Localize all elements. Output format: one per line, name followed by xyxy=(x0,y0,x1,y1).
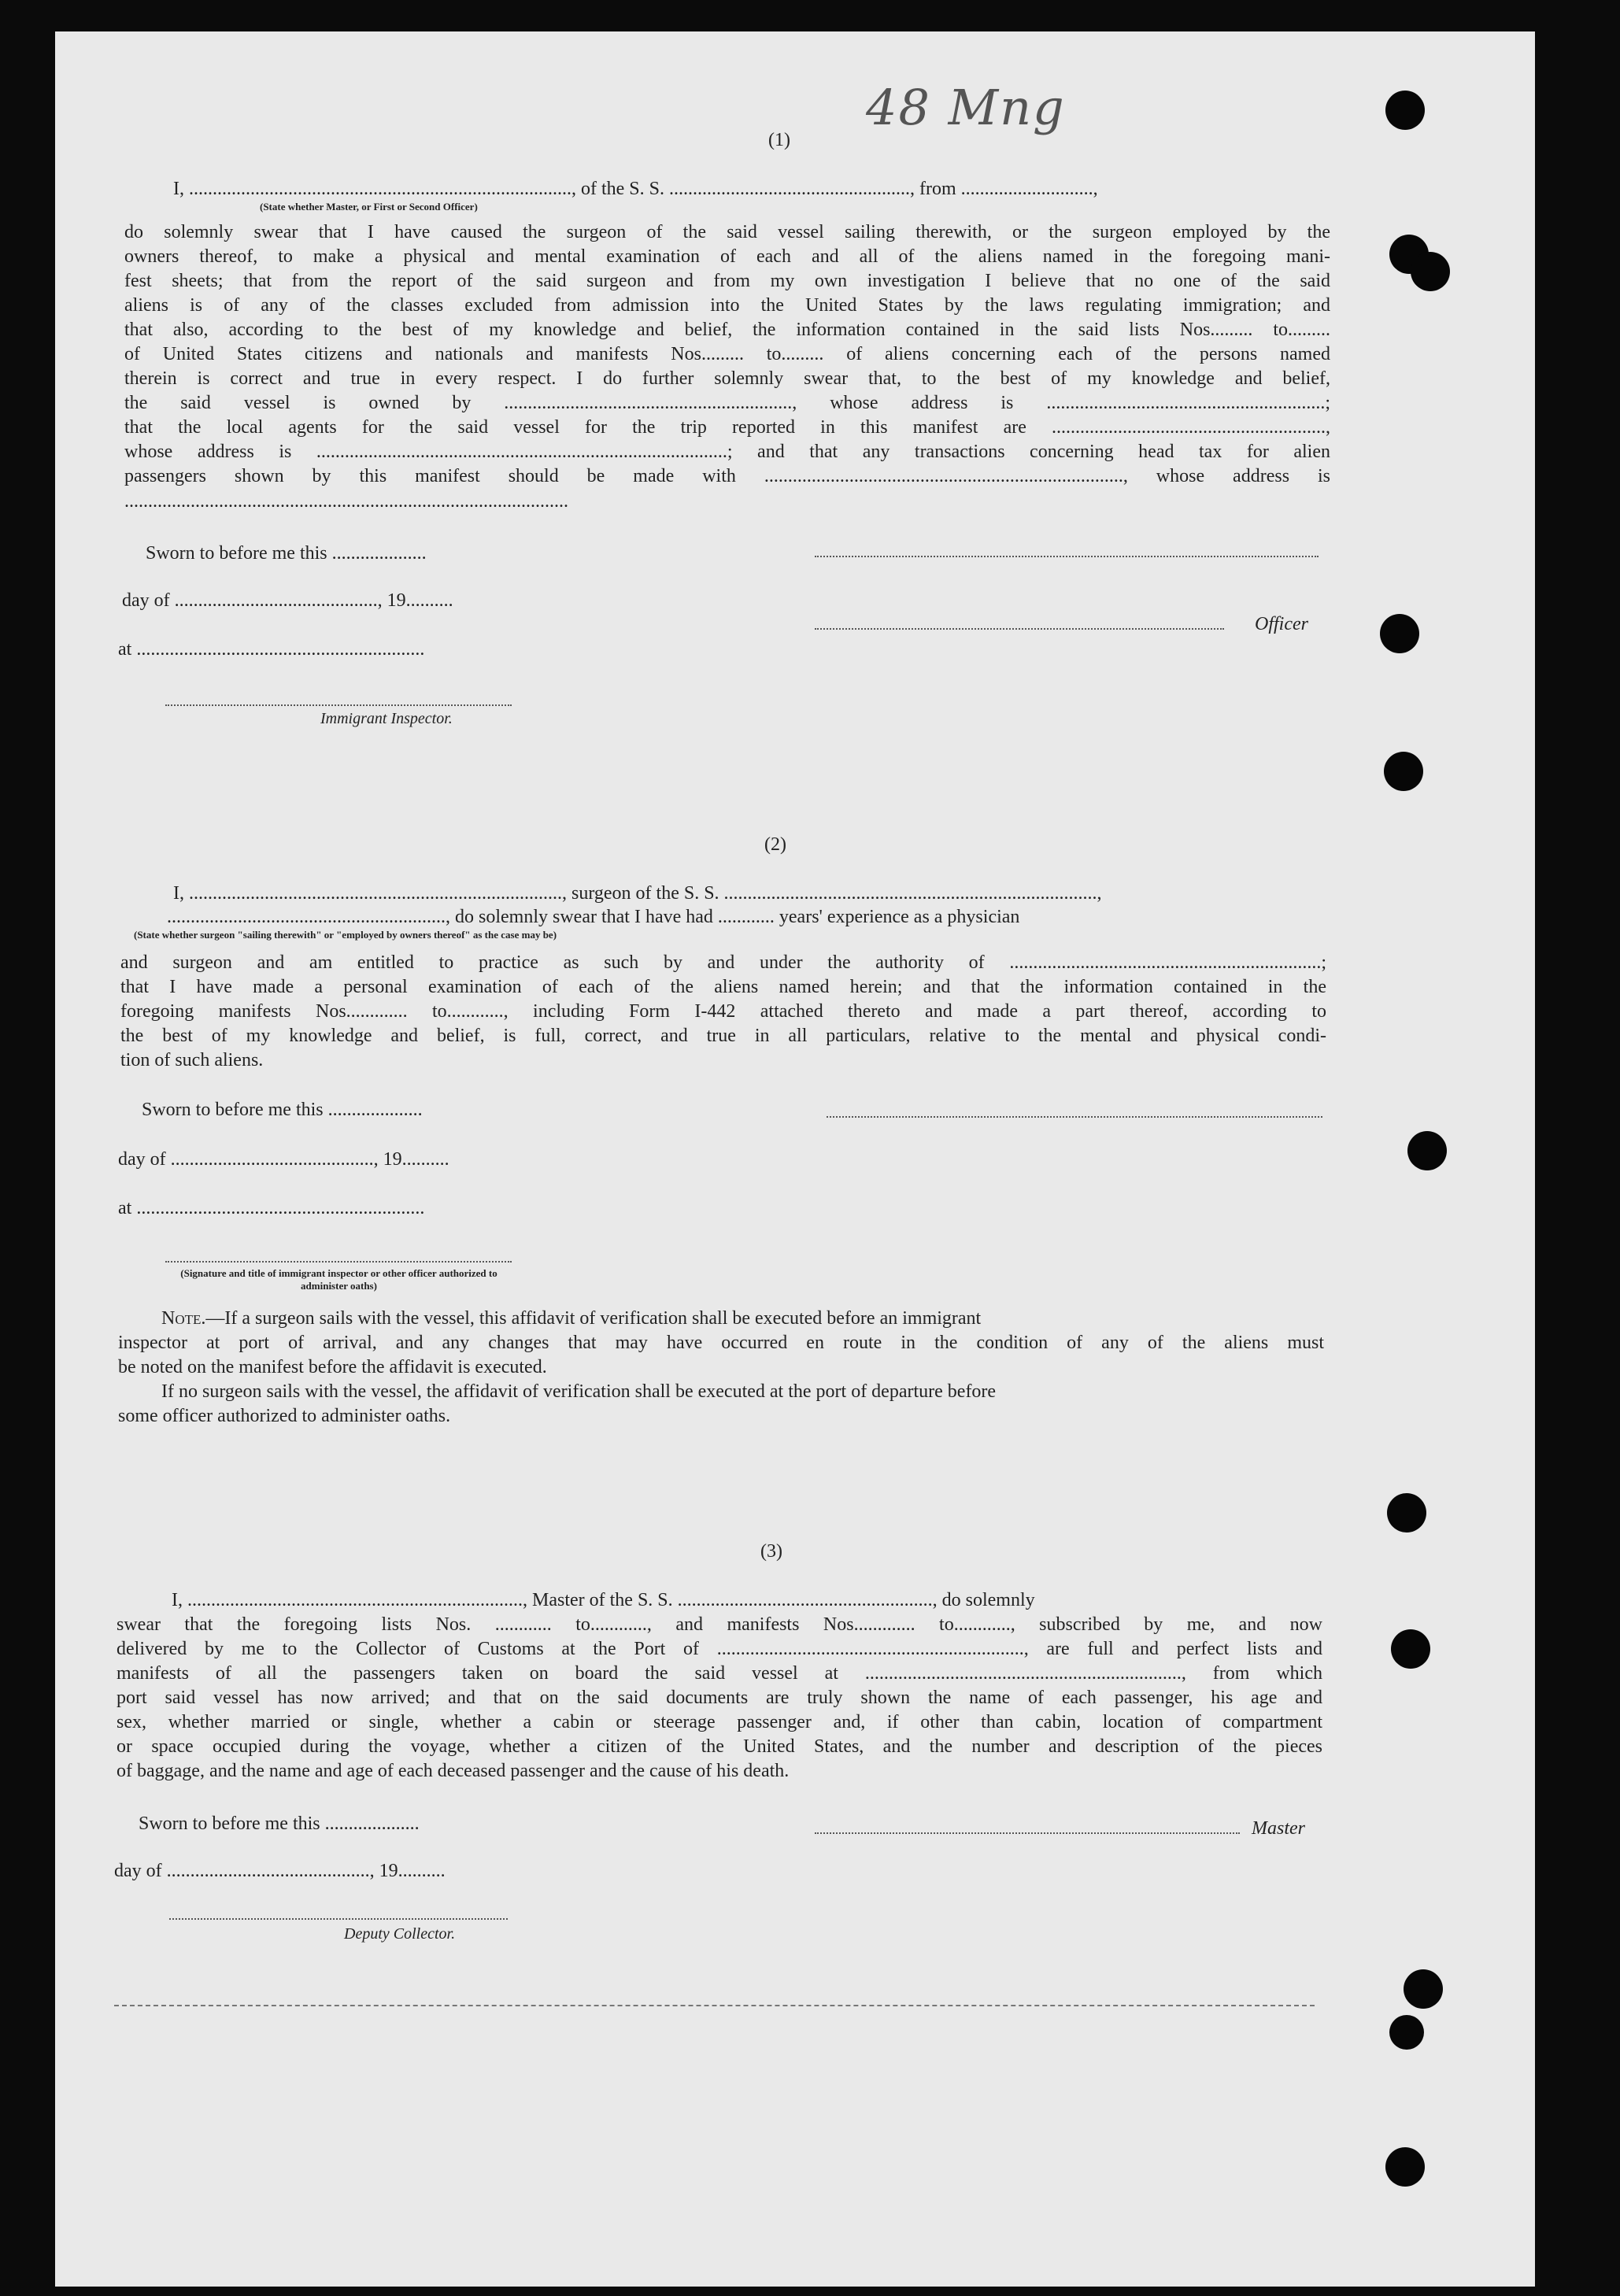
signature-rule xyxy=(165,704,512,706)
paragraph-line: do solemnly swear that I have caused the surgeon of the said vessel sailing therewith, or the surgeon employed by the xyxy=(124,222,1330,242)
punch-hole xyxy=(1411,252,1450,291)
oath-line: I, ................................................................................., of the S. S. ..................................................., from ............................, xyxy=(173,179,1098,199)
inspector-label: Immigrant Inspector. xyxy=(320,710,453,727)
signature-rule xyxy=(815,1832,1240,1834)
signature-note: (Signature and title of immigrant inspector or other officer authorized to administer oaths) xyxy=(180,1267,497,1292)
paragraph-line: fest sheets; that from the report of the said surgeon and from my own investigation I believe that no one of the said xyxy=(124,271,1330,291)
oath-line: I, ..............................................................................., surgeon of the S. S. ..............................................................................., xyxy=(173,883,1102,904)
punch-hole xyxy=(1380,614,1419,653)
signature-rule xyxy=(815,556,1319,557)
paragraph-line: therein is correct and true in every respect. I do further solemnly swear that, to the best of my knowledge and belief, xyxy=(124,368,1330,389)
sworn-line: Sworn to before me this .................... xyxy=(142,1100,423,1120)
signature-rule xyxy=(165,1261,512,1263)
punch-hole xyxy=(1389,2015,1424,2050)
paragraph-line: that the local agents for the said vessel for the trip reported in this manifest are .........................................................., xyxy=(124,417,1330,438)
day-line: day of ..........................................., 19.......... xyxy=(122,590,453,611)
paragraph-line: that also, according to the best of my knowledge and belief, the information contained in the said lists Nos......... to......... xyxy=(124,320,1330,340)
oath-line: ..........................................................., do solemnly swear that I have had ............ years' experience as a physician xyxy=(167,907,1020,927)
punch-hole xyxy=(1391,1629,1430,1669)
section-number: (2) xyxy=(764,834,786,855)
note-line xyxy=(161,1307,981,1330)
punch-hole xyxy=(1385,2147,1425,2187)
paragraph-line: manifests of all the passengers taken on board the said vessel at ..................................................................., from which xyxy=(117,1663,1322,1684)
day-line: day of ..........................................., 19.......... xyxy=(118,1149,449,1170)
field-note: (State whether surgeon "sailing therewith" or "employed by owners thereof" as the case may be) xyxy=(134,929,557,941)
paragraph-line: sex, whether married or single, whether a cabin or steerage passenger and, if other than cabin, location of compartment xyxy=(117,1712,1322,1732)
paragraph-line: swear that the foregoing lists Nos. ............ to............, and manifests Nos............. to............, subscribed by me, and now xyxy=(117,1614,1322,1635)
at-line: at ............................................................. xyxy=(118,1198,425,1218)
bottom-rule xyxy=(114,2005,1315,2006)
paragraph-line: of baggage, and the name and age of each deceased passenger and the cause of his death. xyxy=(117,1761,790,1781)
punch-hole xyxy=(1387,1493,1426,1533)
paragraph-line: the said vessel is owned by ............................................................., whose address is ...........................................................; xyxy=(124,393,1330,413)
paragraph-line: aliens is of any of the classes excluded from admission into the United States by the laws regulating immigration; and xyxy=(124,295,1330,316)
paragraph-line: of United States citizens and nationals and manifests Nos......... to......... of aliens concerning each of the persons named xyxy=(124,344,1330,364)
signature-rule xyxy=(815,628,1224,630)
section-number: (1) xyxy=(768,130,790,150)
paragraph-line: I, ......................................................................., Master of the S. S. ......................................................, do solemnly xyxy=(172,1590,1035,1610)
note-line: be noted on the manifest before the affidavit is executed. xyxy=(118,1357,547,1377)
paragraph-line: port said vessel has now arrived; and that on the said documents are truly shown the name of each passenger, his age and xyxy=(117,1688,1322,1708)
paragraph-line: tion of such aliens. xyxy=(120,1050,264,1070)
master-label: Master xyxy=(1252,1818,1305,1839)
punch-hole xyxy=(1384,752,1423,791)
paragraph-line: and surgeon and am entitled to practice as such by and under the authority of ..................................................................; xyxy=(120,952,1326,973)
note-label: Note. xyxy=(161,1308,206,1329)
sworn-line: Sworn to before me this .................... xyxy=(146,543,427,564)
punch-hole xyxy=(1407,1131,1447,1170)
note-line: If no surgeon sails with the vessel, the affidavit of verification shall be executed at the port of departure before xyxy=(161,1381,997,1402)
section-number: (3) xyxy=(760,1541,782,1562)
handwritten-annotation: 48 Mng xyxy=(866,79,1066,136)
signature-rule xyxy=(169,1918,508,1920)
note-text: —If a surgeon sails with the vessel, this affidavit of verification shall be executed before an immigrant xyxy=(205,1308,982,1329)
at-line: at ............................................................. xyxy=(118,639,425,660)
paragraph-line: or space occupied during the voyage, whether a citizen of the United States, and the number and description of the pieces xyxy=(117,1736,1322,1757)
note-line: some officer authorized to administer oaths. xyxy=(118,1406,451,1426)
paragraph-line: the best of my knowledge and belief, is full, correct, and true in all particulars, relative to the mental and physical condi- xyxy=(120,1026,1326,1046)
paragraph-line: delivered by me to the Collector of Customs at the Port of ................................................................., are full and perfect lists and xyxy=(117,1639,1322,1659)
sworn-line: Sworn to before me this .................... xyxy=(139,1814,420,1834)
paragraph-line: that I have made a personal examination of each of the aliens named herein; and that the information contained in the xyxy=(120,977,1326,997)
address-line: .............................................................................................. xyxy=(124,491,568,512)
paragraph-line: foregoing manifests Nos............. to............, including Form I-442 attached thereto and made a part thereof, according to xyxy=(120,1001,1326,1022)
note-line: inspector at port of arrival, and any changes that may have occurred en route in the condition of any of the aliens must xyxy=(118,1333,1324,1353)
paragraph-line: whose address is .......................................................................................; and that any transactions concerning head tax for alien xyxy=(124,442,1330,462)
officer-label: Officer xyxy=(1255,614,1308,634)
punch-hole xyxy=(1385,91,1425,130)
field-note: (State whether Master, or First or Second Officer) xyxy=(260,201,478,213)
document-page xyxy=(55,31,1535,2287)
paragraph-line: owners thereof, to make a physical and mental examination of each and all of the aliens named in the foregoing mani- xyxy=(124,246,1330,267)
punch-hole xyxy=(1404,1969,1443,2009)
collector-label: Deputy Collector. xyxy=(344,1925,456,1943)
signature-rule xyxy=(827,1116,1322,1118)
day-line: day of ..........................................., 19.......... xyxy=(114,1861,446,1881)
paragraph-line: passengers shown by this manifest should be made with ............................................................................, whose address is xyxy=(124,466,1330,486)
